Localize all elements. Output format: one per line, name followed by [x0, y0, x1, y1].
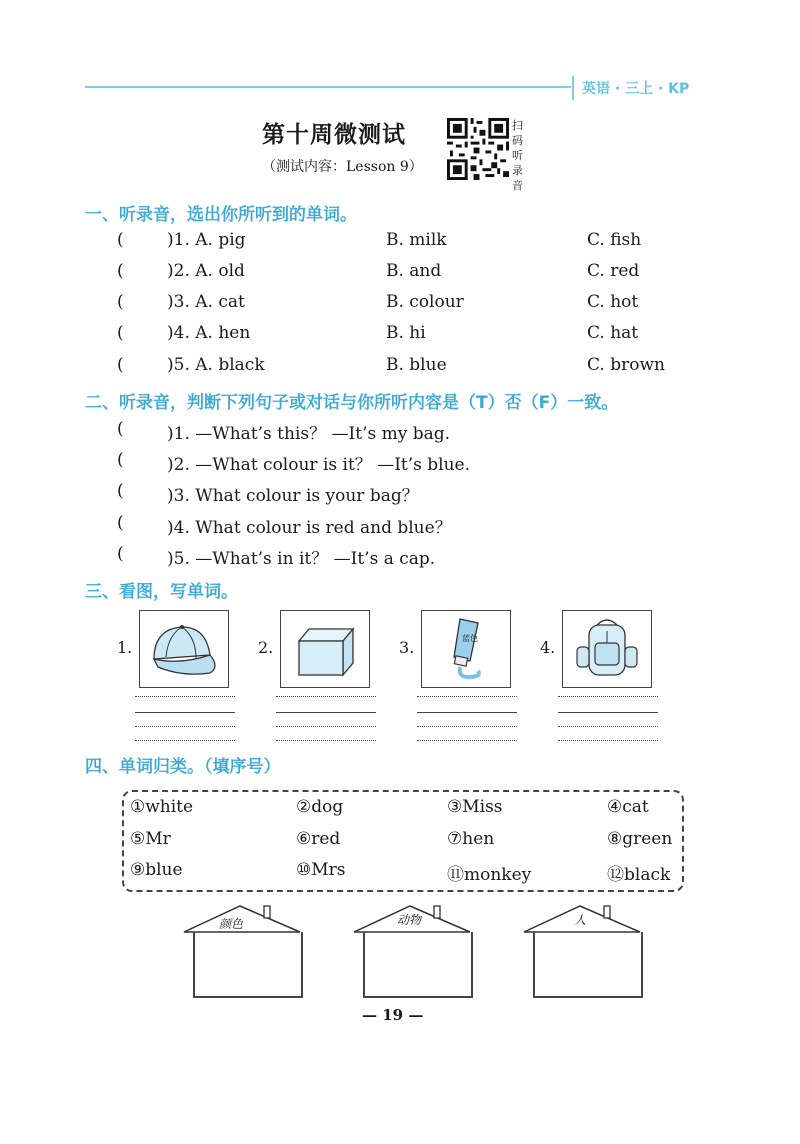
picture-number: 2.	[258, 638, 274, 657]
answer-paren[interactable]: (	[117, 419, 124, 439]
section1-heading: 一、听录音，选出你所听到的单词。	[85, 205, 357, 225]
answer-line[interactable]	[417, 726, 517, 727]
house-label-colour: 颜色	[219, 917, 244, 931]
answer-line[interactable]	[135, 740, 235, 741]
answer-line[interactable]	[276, 696, 376, 697]
word-item: ⑫black	[607, 865, 671, 885]
word-item: ⑪monkey	[447, 865, 532, 885]
answer-paren[interactable]: (	[117, 323, 124, 343]
answer-line[interactable]	[135, 712, 235, 713]
question-option-b: B. and	[386, 261, 442, 281]
answer-line[interactable]	[135, 726, 235, 727]
question-option-b: B. hi	[386, 323, 426, 343]
house-label-people: 人	[574, 913, 587, 927]
question-option-c: C. fish	[587, 230, 642, 250]
header-tag: 英语 · 三上 · KP	[582, 81, 690, 97]
question-option-a: )4. A. hen	[167, 323, 251, 343]
answer-paren[interactable]: (	[117, 450, 124, 470]
word-item: ⑧green	[607, 829, 673, 849]
paint-tube-icon	[422, 611, 510, 687]
answer-paren[interactable]: (	[117, 544, 124, 564]
picture-number: 3.	[399, 638, 415, 657]
statement-text: )5. —What’s in it？ —It’s a cap.	[167, 549, 436, 569]
answer-line[interactable]	[135, 696, 235, 697]
box-icon	[281, 611, 369, 687]
word-item: ⑥red	[296, 829, 341, 849]
question-option-c: C. hot	[587, 292, 639, 312]
question-option-a: )3. A. cat	[167, 292, 245, 312]
answer-line[interactable]	[417, 696, 517, 697]
word-item: ⑩Mrs	[296, 860, 346, 880]
question-option-c: C. brown	[587, 355, 665, 375]
statement-text: )3. What colour is your bag？	[167, 486, 419, 506]
answer-paren[interactable]: (	[117, 261, 124, 281]
picture-number: 4.	[540, 638, 556, 657]
word-item: ②dog	[296, 797, 344, 817]
picture-frame	[421, 610, 511, 688]
answer-paren[interactable]: (	[117, 513, 124, 533]
answer-line[interactable]	[558, 740, 658, 741]
house-answer-box[interactable]	[533, 932, 643, 998]
answer-line[interactable]	[558, 712, 658, 713]
answer-paren[interactable]: (	[117, 230, 124, 250]
answer-line[interactable]	[276, 740, 376, 741]
picture-number: 1.	[117, 638, 133, 657]
page-subtitle: （测试内容：Lesson 9）	[262, 159, 423, 175]
question-option-b: B. milk	[386, 230, 447, 250]
statement-text: )1. —What’s this？ —It’s my bag.	[167, 424, 451, 444]
section3-heading: 三、看图，写单词。	[85, 582, 238, 602]
statement-text: )2. —What colour is it？ —It’s blue.	[167, 455, 471, 475]
picture-frame	[562, 610, 652, 688]
answer-paren[interactable]: (	[117, 355, 124, 375]
answer-line[interactable]	[417, 740, 517, 741]
page-number: — 19 —	[362, 1006, 424, 1024]
answer-line[interactable]	[276, 712, 376, 713]
word-item: ⑨blue	[130, 860, 183, 880]
picture-frame	[139, 610, 229, 688]
question-option-a: )2. A. old	[167, 261, 245, 281]
question-option-a: )5. A. black	[167, 355, 265, 375]
word-item: ④cat	[607, 797, 649, 817]
qr-label: 扫 码 听 录 音	[512, 119, 523, 192]
question-option-c: C. red	[587, 261, 640, 281]
section4-heading: 四、单词归类。（填序号）	[85, 757, 281, 777]
word-item: ⑤Mr	[130, 829, 171, 849]
paint-tube-label: 蓝色	[462, 634, 478, 643]
answer-line[interactable]	[558, 726, 658, 727]
statement-text: )4. What colour is red and blue？	[167, 518, 452, 538]
answer-line[interactable]	[558, 696, 658, 697]
answer-paren[interactable]: (	[117, 292, 124, 312]
qr-code-icon[interactable]	[447, 118, 509, 180]
word-item: ⑦hen	[447, 829, 495, 849]
question-option-a: )1. A. pig	[167, 230, 246, 250]
page-title: 第十周微测试	[262, 121, 406, 148]
answer-paren[interactable]: (	[117, 481, 124, 501]
question-option-c: C. hat	[587, 323, 639, 343]
backpack-icon	[563, 611, 651, 687]
answer-line[interactable]	[417, 712, 517, 713]
question-option-b: B. blue	[386, 355, 447, 375]
answer-line[interactable]	[276, 726, 376, 727]
header-rule	[85, 86, 571, 88]
house-answer-box[interactable]	[193, 932, 303, 998]
picture-frame	[280, 610, 370, 688]
section2-heading: 二、听录音，判断下列句子或对话与你所听内容是（T）否（F）一致。	[85, 393, 619, 413]
word-bank	[122, 790, 684, 892]
word-item: ③Miss	[447, 797, 503, 817]
question-option-b: B. colour	[386, 292, 464, 312]
house-label-animal: 动物	[397, 913, 422, 927]
house-answer-box[interactable]	[363, 932, 473, 998]
word-item: ①white	[130, 797, 194, 817]
header-divider	[572, 76, 574, 100]
cap-icon	[140, 611, 228, 687]
